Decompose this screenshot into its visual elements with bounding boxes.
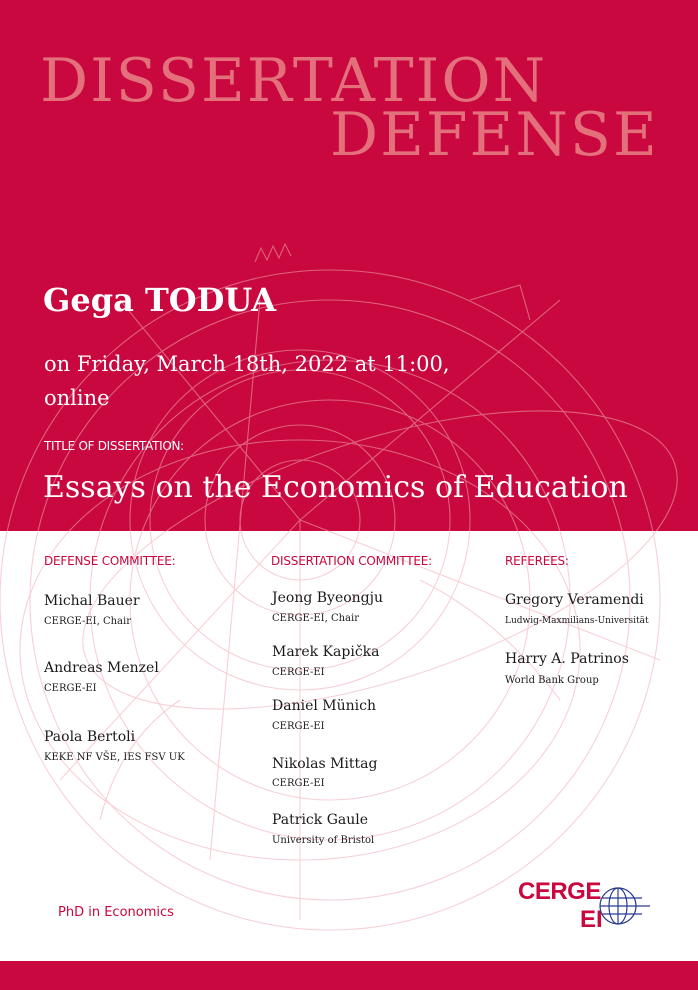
dissertation-member-affiliation: CERGE-EI bbox=[272, 721, 325, 732]
dissertation-member-name: Patrick Gaule bbox=[272, 812, 369, 828]
dissertation-member-name: Jeong Byeongju bbox=[272, 590, 384, 606]
dissertation-committee-heading: DISSERTATION COMMITTEE: bbox=[271, 554, 432, 568]
referee-name: Harry A. Patrinos bbox=[505, 651, 629, 667]
defense-member-affiliation: KEKE NF VŠE, IES FSV UK bbox=[44, 752, 185, 763]
defense-member-affiliation: CERGE-EI, Chair bbox=[44, 616, 131, 627]
header-line-dissertation: DISSERTATION bbox=[40, 46, 548, 116]
defense-committee-heading: DEFENSE COMMITTEE: bbox=[44, 554, 176, 568]
logo-text-ei: EI bbox=[580, 906, 603, 933]
dissertation-member-name: Nikolas Mittag bbox=[272, 756, 378, 772]
dissertation-member-name: Marek Kapička bbox=[272, 644, 380, 660]
program-name: PhD in Economics bbox=[58, 905, 174, 920]
candidate-name: Gega TODUA bbox=[43, 281, 277, 319]
dissertation-title-label: TITLE OF DISSERTATION: bbox=[44, 439, 184, 453]
dissertation-member-name: Daniel Münich bbox=[272, 698, 376, 714]
referee-name: Gregory Veramendi bbox=[505, 592, 644, 608]
header-line-defense: DEFENSE bbox=[330, 100, 659, 170]
dissertation-member-affiliation: CERGE-EI bbox=[272, 778, 325, 789]
defense-member-name: Michal Bauer bbox=[44, 593, 140, 609]
event-location: online bbox=[44, 386, 110, 410]
dissertation-title: Essays on the Economics of Education bbox=[43, 470, 628, 505]
referees-heading: REFEREES: bbox=[505, 554, 569, 568]
cerge-ei-logo bbox=[518, 878, 654, 936]
defense-member-affiliation: CERGE-EI bbox=[44, 683, 97, 694]
dissertation-member-affiliation: University of Bristol bbox=[272, 835, 375, 846]
event-date-time: on Friday, March 18th, 2022 at 11:00, bbox=[44, 352, 450, 376]
defense-member-name: Paola Bertoli bbox=[44, 729, 136, 745]
globe-icon bbox=[596, 884, 652, 928]
dissertation-member-affiliation: CERGE-EI, Chair bbox=[272, 613, 359, 624]
dissertation-member-affiliation: CERGE-EI bbox=[272, 667, 325, 678]
logo-text-cerge: CERGE bbox=[518, 878, 601, 905]
defense-member-name: Andreas Menzel bbox=[44, 660, 159, 676]
referee-affiliation: World Bank Group bbox=[505, 675, 599, 686]
referee-affiliation: Ludwig-Maxmilians-Universität bbox=[505, 616, 649, 626]
